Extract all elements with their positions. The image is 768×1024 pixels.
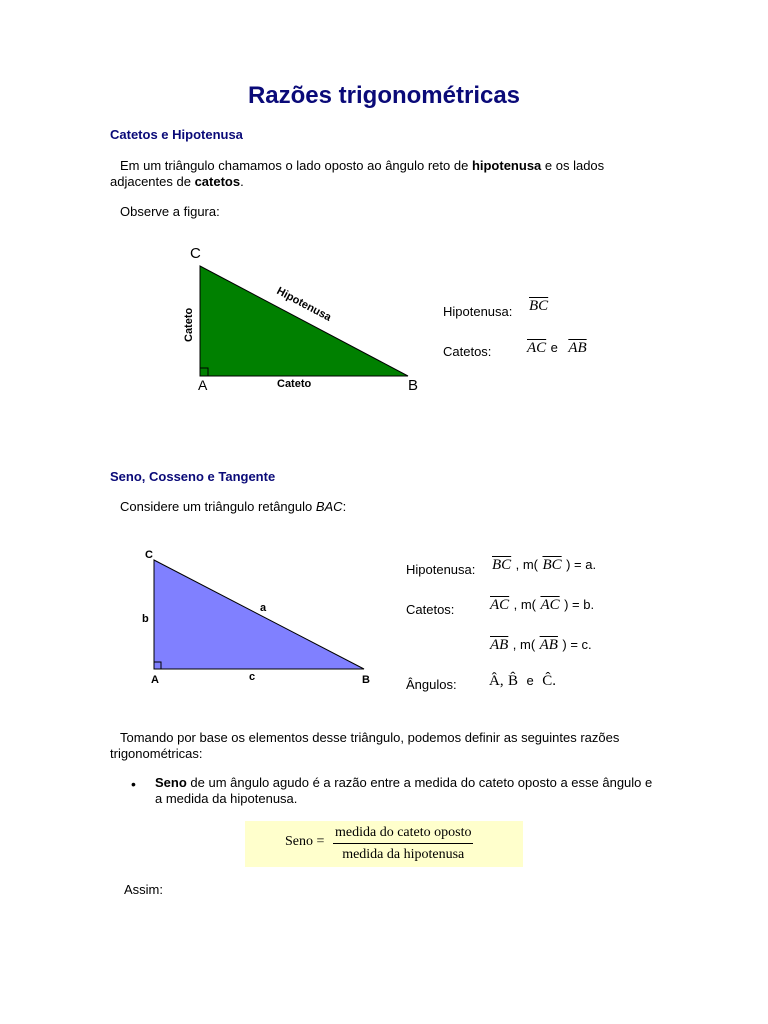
term-catetos: catetos — [194, 174, 241, 189]
measure-prefix: , m( — [512, 637, 536, 652]
segment-bc: $\overline{BC}$ — [542, 557, 562, 573]
paragraph-text: Observe a figura: — [120, 204, 220, 219]
formula-seno — [245, 821, 523, 867]
angle-a: Â, — [489, 673, 504, 689]
vertex-b-label: B — [408, 377, 419, 394]
bullet-marker: • — [131, 776, 136, 792]
segment-ab: $\overline{AB}$ — [568, 340, 587, 356]
page-title: Razões trigonométricas — [247, 82, 521, 109]
blue-triangle — [154, 560, 364, 669]
paragraph-text: Tomando por base os elementos desse triângulo, podemos definir as seguintes razões trigonométricas: — [110, 730, 620, 761]
paragraph-text: : — [342, 499, 347, 514]
formula-fraction — [333, 825, 473, 863]
paragraph-assim — [114, 882, 654, 898]
legend2-catetos-ac-values — [490, 596, 594, 614]
legend-catetos-segments — [527, 339, 587, 357]
legend-hipotenusa-segment — [529, 298, 548, 315]
bullet-text: de um ângulo agudo é a razão entre a medida do cateto oposto a esse ângulo e a medida da hipotenusa. — [155, 775, 653, 806]
paragraph-text: e os lados adjacentes de — [110, 158, 605, 189]
legend-hipotenusa-label: Hipotenusa: — [443, 304, 513, 319]
segment-ac: $\overline{AC}$ — [527, 340, 547, 356]
vertex-a-label: A — [198, 377, 208, 393]
green-triangle-figure — [170, 240, 430, 400]
legend2-hipotenusa-label: Hipotenusa: — [406, 562, 476, 577]
angle-c: Ĉ. — [542, 673, 556, 689]
side-c-label: c — [249, 671, 256, 683]
legend2-angulos-label: Ângulos: — [406, 677, 457, 692]
segment-ac: $\overline{AC}$ — [540, 597, 560, 613]
conjunction-e: e — [526, 673, 534, 688]
vertex-c-label: C — [190, 245, 201, 262]
measure-value: ) = b. — [564, 597, 595, 612]
legend2-catetos-ab-values — [490, 636, 592, 654]
measure-value: ) = a. — [566, 557, 597, 572]
paragraph-text: Assim: — [124, 882, 163, 897]
segment-bc: $\overline{BC}$ — [529, 298, 549, 314]
term-seno: Seno — [155, 775, 187, 790]
paragraph-considere — [110, 499, 650, 515]
paragraph-tomando — [110, 730, 650, 762]
vertex-c-label: C — [145, 549, 153, 561]
legend2-angulos-values — [489, 672, 556, 690]
side-b-label: b — [142, 613, 149, 625]
measure-prefix: , m( — [515, 557, 539, 572]
bullet-seno-definition — [155, 775, 655, 807]
hipotenusa-label: Hipotenusa — [274, 285, 334, 324]
segment-ab: $\overline{AB}$ — [490, 637, 509, 653]
formula-numerator: medida do cateto oposto — [333, 825, 473, 844]
triangle-name: BAC — [315, 499, 343, 514]
segment-ac: $\overline{AC}$ — [490, 597, 510, 613]
measure-value: ) = c. — [562, 637, 592, 652]
formula-denominator: medida da hipotenusa — [342, 847, 465, 862]
segment-bc: $\overline{BC}$ — [492, 557, 512, 573]
paragraph-text: Considere um triângulo retângulo — [120, 499, 316, 514]
vertex-a-label: A — [151, 674, 159, 686]
side-a-label: a — [260, 602, 267, 614]
legend2-hipotenusa-values — [492, 556, 596, 574]
blue-triangle-figure — [138, 545, 378, 690]
section-heading-catetos-hipotenusa: Catetos e Hipotenusa — [110, 127, 243, 142]
term-hipotenusa: hipotenusa — [471, 158, 542, 173]
measure-prefix: , m( — [513, 597, 537, 612]
angle-b: B̂ — [508, 673, 519, 689]
paragraph-definition — [110, 158, 650, 190]
green-triangle — [200, 266, 408, 376]
section-heading-seno-cosseno-tangente: Seno, Cosseno e Tangente — [110, 469, 276, 484]
cateto-vertical-label: Cateto — [183, 307, 195, 342]
paragraph-text: . — [240, 174, 244, 189]
conjunction-e: e — [550, 340, 558, 355]
vertex-b-label: B — [362, 674, 370, 686]
cateto-horizontal-label: Cateto — [277, 378, 312, 390]
paragraph-observe — [110, 204, 650, 220]
legend2-catetos-label: Catetos: — [406, 602, 455, 617]
segment-ab: $\overline{AB}$ — [539, 637, 558, 653]
paragraph-text: Em um triângulo chamamos o lado oposto ao ângulo reto de — [120, 158, 472, 173]
legend-catetos-label: Catetos: — [443, 344, 492, 359]
formula-lhs: Seno = — [285, 834, 325, 849]
